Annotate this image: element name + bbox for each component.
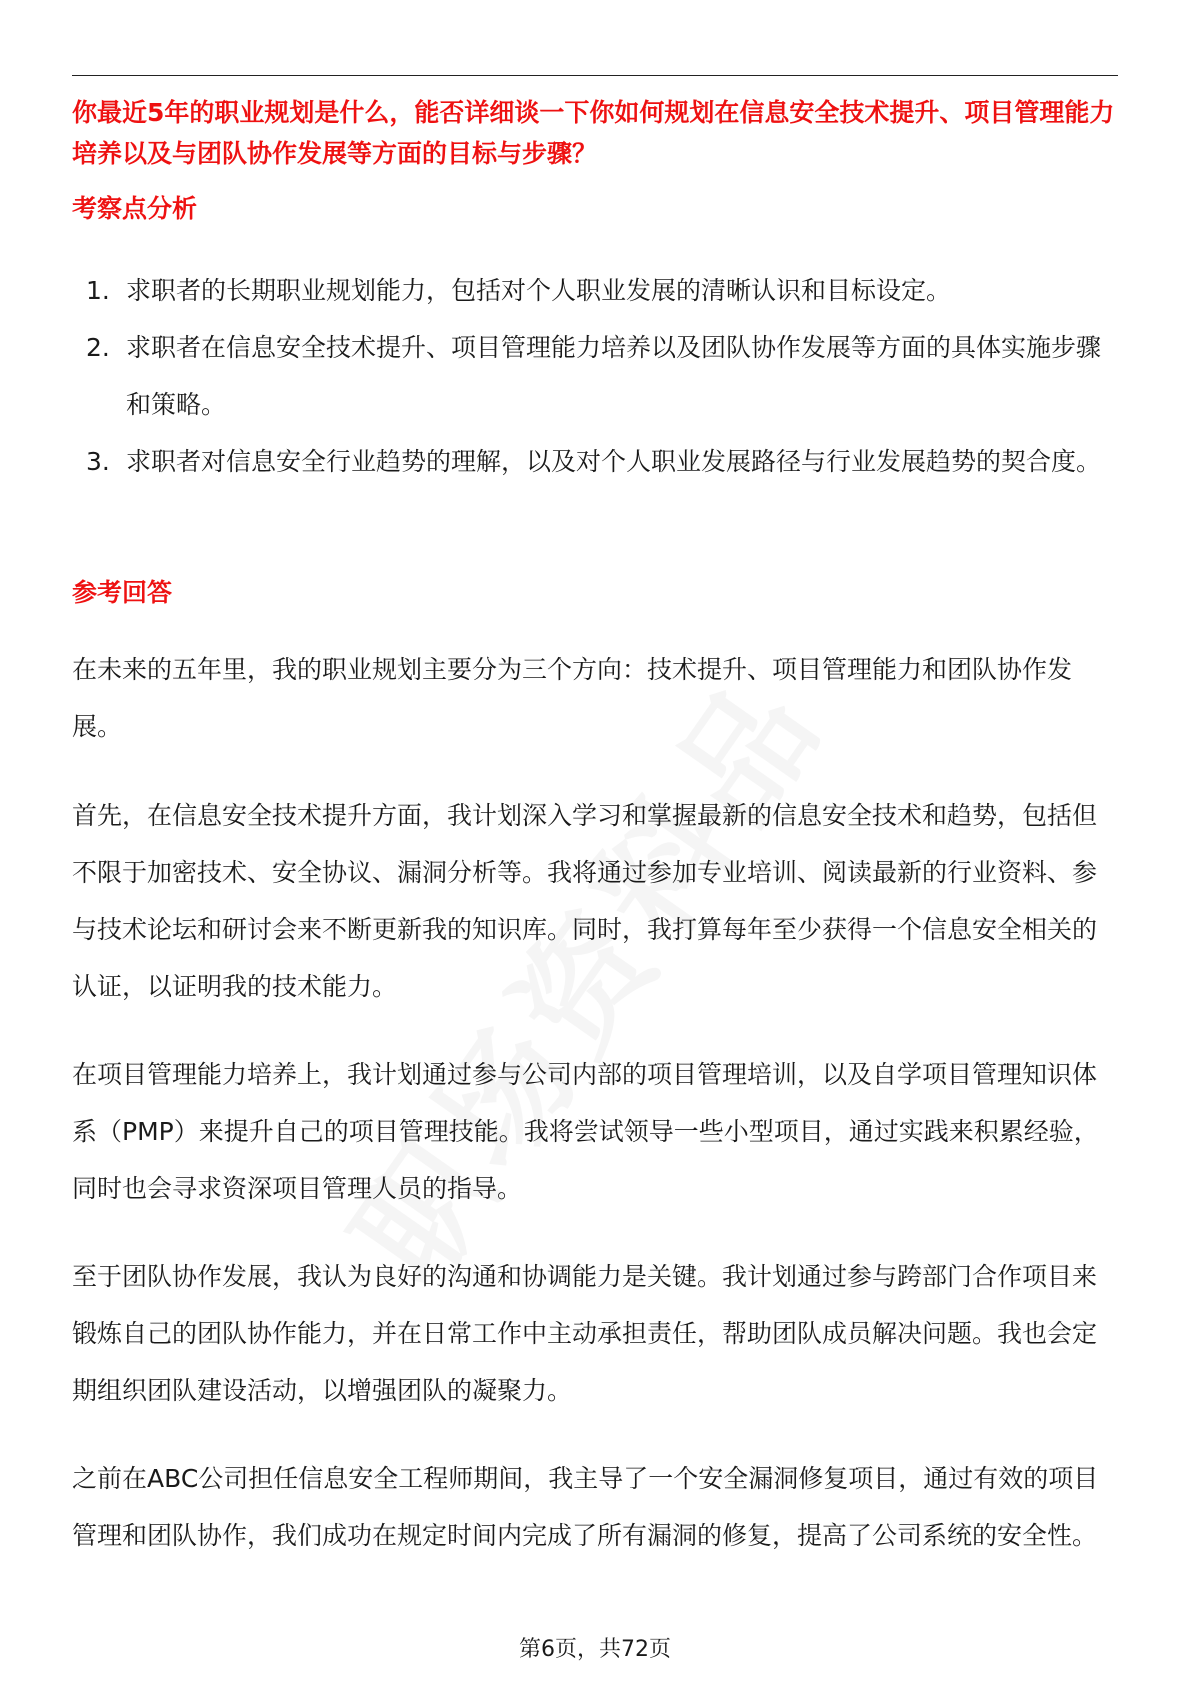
answer-paragraph: 之前在ABC公司担任信息安全工程师期间，我主导了一个安全漏洞修复项目，通过有效的项目管理和团队协作，我们成功在规定时间内完成了所有漏洞的修复，提高了公司系统的安全性。: [72, 1464, 1099, 1550]
question-heading: 你最近5年的职业规划是什么，能否详细谈一下你如何规划在信息安全技术提升、项目管理能力培养以及与团队协作发展等方面的目标与步骤？: [72, 98, 1115, 168]
answer-paragraph: 首先，在信息安全技术提升方面，我计划深入学习和掌握最新的信息安全技术和趋势，包括但不限于加密技术、安全协议、漏洞分析等。我将通过参加专业培训、阅读最新的行业资料、参与技术论坛和研讨会来不断更新我的知识库。同时，我打算每年至少获得一个信息安全相关的认证，以证明我的技术能力。: [72, 801, 1098, 1001]
analysis-item: [72, 433, 1118, 490]
top-divider: [72, 75, 1118, 76]
list-number: 2.: [86, 333, 110, 362]
answer-section-title: 参考回答: [72, 578, 173, 607]
answer-paragraph: 至于团队协作发展，我认为良好的沟通和协调能力是关键。我计划通过参与跨部门合作项目来锻炼自己的团队协作能力，并在日常工作中主动承担责任，帮助团队成员解决问题。我也会定期组织团队建设活动，以增强团队的凝聚力。: [72, 1262, 1098, 1405]
list-number: 3.: [86, 447, 110, 476]
analysis-section-title: 考察点分析: [72, 194, 198, 223]
analysis-item: [72, 319, 1118, 433]
analysis-list: [72, 262, 1118, 490]
answer-paragraph: 在未来的五年里，我的职业规划主要分为三个方向：技术提升、项目管理能力和团队协作发展。: [72, 655, 1073, 741]
analysis-item-text: 求职者对信息安全行业趋势的理解，以及对个人职业发展路径与行业发展趋势的契合度。: [126, 447, 1102, 476]
analysis-item: [72, 262, 1118, 319]
page-number: 第6页，共72页: [519, 1637, 671, 1662]
answer-paragraph: 在项目管理能力培养上，我计划通过参与公司内部的项目管理培训，以及自学项目管理知识体系（PMP）来提升自己的项目管理技能。我将尝试领导一些小型项目，通过实践来积累经验，同时也会寻求资深项目管理人员的指导。: [72, 1060, 1099, 1203]
analysis-item-text: 求职者的长期职业规划能力，包括对个人职业发展的清晰认识和目标设定。: [126, 276, 952, 305]
analysis-item-text: 求职者在信息安全技术提升、项目管理能力培养以及团队协作发展等方面的具体实施步骤和策略。: [126, 333, 1102, 419]
list-number: 1.: [86, 276, 110, 305]
